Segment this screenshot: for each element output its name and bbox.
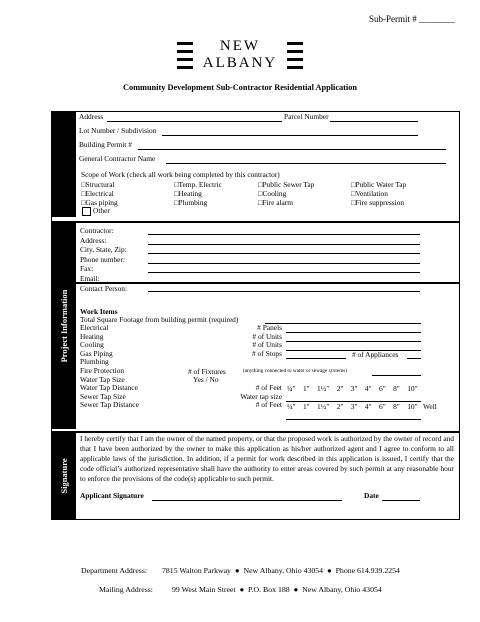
checkbox-fire-suppression[interactable]: □Fire suppression: [351, 198, 405, 207]
new-albany-logo: [175, 40, 305, 76]
city-state-zip-field[interactable]: [148, 253, 420, 254]
water-tap-size-measure: Water tap size: [240, 391, 282, 401]
building-permit-label: Building Permit #: [79, 140, 132, 149]
heating-units-label: # of Units: [252, 331, 282, 341]
cooling-label: Cooling: [80, 340, 104, 350]
other-label: Other: [93, 206, 110, 215]
checkbox-cooling[interactable]: □Cooling: [258, 189, 287, 198]
heating-units-field[interactable]: [286, 341, 421, 342]
parcel-label: Parcel Number: [284, 112, 329, 121]
fax-label: Fax:: [80, 264, 94, 274]
sewer-tap-distance-label: Sewer Tap Distance: [80, 400, 139, 410]
fire-protection-yes-no[interactable]: Yes / No: [193, 375, 219, 384]
heating-label: Heating: [80, 331, 104, 341]
water-feet-label: # of Feet: [255, 383, 282, 393]
checkbox-public-sewer-tap[interactable]: □Public Sewer Tap: [258, 180, 315, 189]
checkbox-structural[interactable]: □Structural: [81, 180, 115, 189]
water-tap-size-options[interactable]: ¼" 1" 1½" 2" 3" 4" 6" 8" 10": [287, 384, 418, 393]
general-contractor-field[interactable]: [166, 163, 446, 164]
department-address-value: 7815 Walton Parkway ● New Albany, Ohio 43054 ● Phone 614.939.2254: [162, 566, 400, 575]
checkbox-plumbing[interactable]: □Plumbing: [174, 198, 208, 207]
fixtures-note: (anything connected to water or sewage systems): [243, 368, 348, 374]
lot-field[interactable]: [162, 135, 418, 136]
contact-person-label: Contact Person:: [80, 283, 128, 293]
signature-label: Signature: [58, 458, 69, 494]
date-field[interactable]: [382, 500, 420, 501]
sub-permit-label: Sub-Permit # ________: [369, 14, 456, 24]
panels-field[interactable]: [286, 332, 421, 333]
sewer-tap-size-options[interactable]: ¼" 1" 1½" 2" 3" 4" 6" 8" 10" Well: [287, 402, 437, 411]
certification-text: I hereby certify that I am the owner of the named property, or that the proposed work is authorized by the owner of record and that I have been authorized by the owner to make this application as his/her authorized agent and I agree to conform to all applicable laws of the jurisdiction. In addition, if a permit for work described in this application is issued, I certify that the code official’s authorized representative shall have the authority to enter areas covered by such permit at any reasonable hour to enforce the provisions of the code(s) applicable to such permit.: [80, 434, 454, 483]
sewer-distance-field[interactable]: [286, 419, 421, 420]
water-tap-distance-label: Water Tap Distance: [80, 383, 138, 393]
work-items-heading: Work Items: [80, 307, 118, 316]
sewer-feet-label: # of Feet: [255, 400, 282, 410]
stops-label: # of Stops: [252, 348, 282, 358]
sqft-field[interactable]: [265, 323, 421, 324]
city-state-zip-label: City, State, Zip:: [80, 245, 127, 255]
lot-label: Lot Number / Subdivision: [79, 126, 157, 135]
fixtures-field[interactable]: [372, 375, 421, 376]
phone-label: Phone number:: [80, 254, 125, 264]
checkbox-public-water-tap[interactable]: □Public Water Tap: [351, 180, 407, 189]
building-permit-field[interactable]: [138, 149, 446, 150]
logo-line2: ALBANY: [202, 55, 278, 71]
general-contractor-label: General Contractor Name: [79, 154, 156, 163]
checkbox-ventilation[interactable]: □Ventilation: [351, 189, 388, 198]
appliances-label: # of Appliances: [352, 350, 399, 359]
cooling-units-label: # of Units: [252, 340, 282, 350]
parcel-field[interactable]: [330, 121, 418, 122]
fixtures-label: # of Fixtures: [188, 367, 226, 376]
phone-field[interactable]: [148, 263, 420, 264]
contractor-address-label: Address:: [80, 235, 107, 245]
department-address-label: Department Address:: [81, 566, 148, 575]
mailing-address-label: Mailing Address:: [99, 585, 153, 594]
fire-protection-label: Fire Protection: [80, 365, 125, 375]
logo-line1: NEW: [219, 38, 261, 54]
work-item-measures: [170, 324, 282, 410]
page-title: Community Development Sub-Contractor Residential Application: [122, 83, 357, 92]
checkbox-heating[interactable]: □Heating: [174, 189, 202, 198]
mailing-address-value: 99 West Main Street ● P.O. Box 188 ● New Albany, Ohio 43054: [172, 585, 382, 594]
gas-piping-label: Gas Piping: [80, 348, 113, 358]
fax-field[interactable]: [148, 272, 420, 273]
address-field[interactable]: [107, 121, 282, 122]
checkbox-other[interactable]: [82, 207, 91, 216]
panels-label: # Panels: [257, 323, 282, 332]
scope-heading: Scope of Work (check all work being completed by this contractor): [81, 170, 280, 179]
date-label: Date: [364, 491, 379, 500]
work-item-names: [80, 324, 139, 410]
checkbox-fire-alarm[interactable]: □Fire alarm: [258, 198, 294, 207]
address-label: Address: [79, 112, 104, 121]
contractor-field[interactable]: [148, 234, 420, 235]
checkbox-gas-piping[interactable]: □Gas piping: [81, 198, 118, 207]
contractor-label: Contractor:: [80, 226, 114, 235]
contractor-address-field[interactable]: [148, 244, 420, 245]
electrical-label: Electrical: [80, 323, 109, 332]
email-label: Email:: [80, 273, 100, 283]
sqft-label: Total Square Footage from building permit (required): [80, 315, 239, 324]
stops-field[interactable]: [286, 358, 346, 359]
sewer-tap-size-label: Sewer Tap Size: [80, 391, 126, 401]
appliances-field[interactable]: [407, 358, 421, 359]
project-information-label: Project Information: [58, 289, 69, 362]
checkbox-temp-electric[interactable]: □Temp. Electric: [174, 180, 222, 189]
plumbing-label: Plumbing: [80, 357, 109, 367]
water-tap-size-label: Water Tap Size: [80, 374, 125, 384]
applicant-signature-label: Applicant Signature: [80, 491, 144, 500]
applicant-signature-field[interactable]: [152, 500, 342, 501]
checkbox-electrical[interactable]: □Electrical: [81, 189, 114, 198]
